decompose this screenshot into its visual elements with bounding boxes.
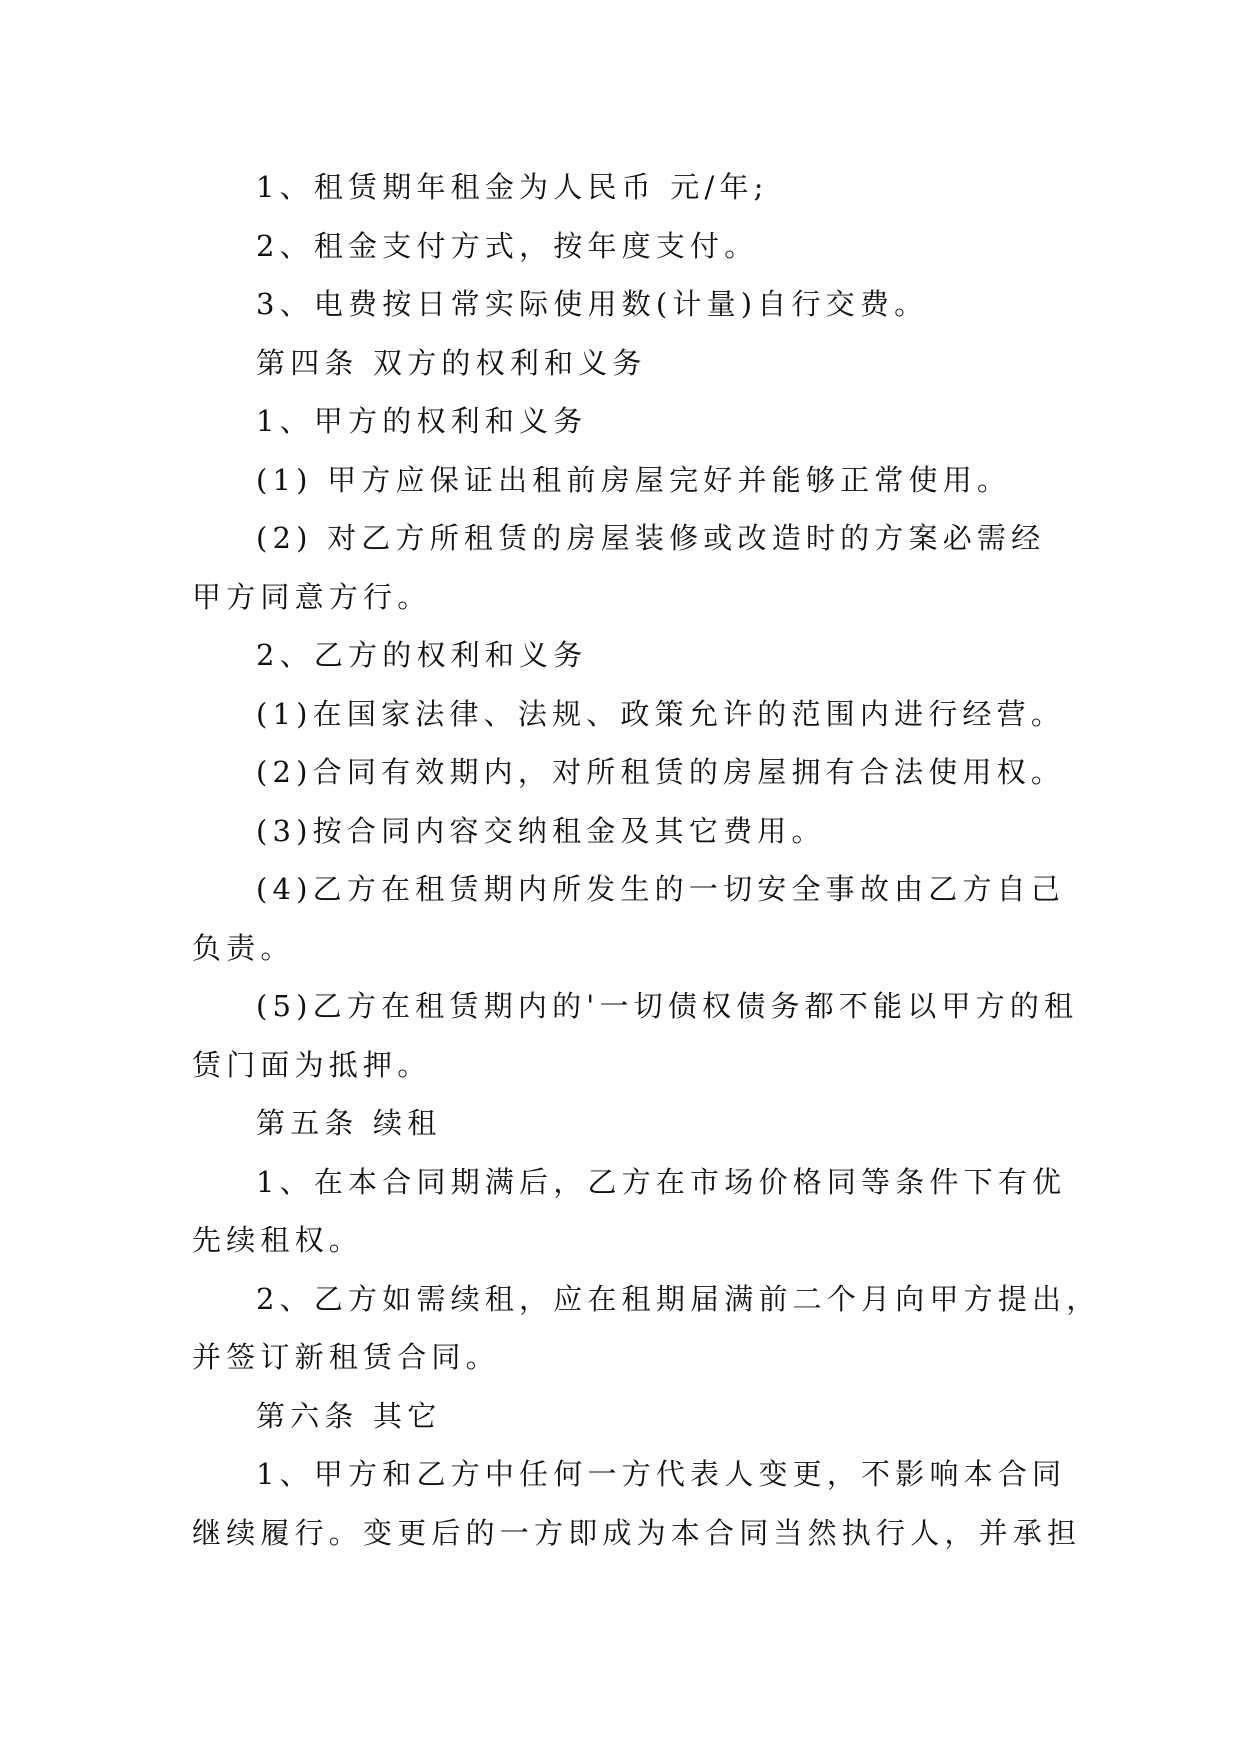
document-line: 甲方同意方行。 (192, 579, 432, 614)
document-line: 1、在本合同期满后，乙方在市场价格同等条件下有优 (256, 1164, 1067, 1199)
document-line: (1) 甲方应保证出租前房屋完好并能够正常使用。 (256, 462, 1012, 497)
document-line: 1、甲方的权利和义务 (256, 404, 588, 438)
document-line: 第六条 其它 (256, 1398, 442, 1433)
document-line: (4)乙方在租赁期内所发生的一切安全事故由乙方自己 (256, 872, 1066, 906)
document-line: 1、甲方和乙方中任何一方代表人变更，不影响本合同 (256, 1457, 1067, 1491)
document-line: 继续履行。变更后的一方即成为本合同当然执行人，并承担 (192, 1515, 1082, 1550)
document-line: (5)乙方在租赁期内的'一切债权债务都不能以甲方的租 (256, 989, 1079, 1023)
document-body (192, 158, 1101, 1562)
document-line: (3)按合同内容交纳租金及其它费用。 (256, 813, 826, 848)
document-line: 先续租权。 (192, 1223, 364, 1257)
document-line: 1、租赁期年租金为人民币 元/年; (256, 170, 769, 204)
document-line: 并签订新租赁合同。 (192, 1340, 500, 1374)
document-line: 2、乙方的权利和义务 (256, 638, 588, 672)
document-line: 负责。 (192, 930, 295, 965)
document-line: 第四条 双方的权利和义务 (256, 345, 647, 380)
document-line: (1)在国家法律、法规、政策允许的范围内进行经营。 (256, 696, 1066, 731)
document-line: 2、租金支付方式，按年度支付。 (256, 228, 759, 263)
document-line: 赁门面为抵押。 (192, 1047, 432, 1082)
document-line: 第五条 续租 (256, 1106, 442, 1140)
document-line: (2)合同有效期内，对所租赁的房屋拥有合法使用权。 (256, 755, 1066, 789)
document-line: 3、电费按日常实际使用数(计量)自行交费。 (256, 287, 929, 321)
document-line: 2、乙方如需续租，应在租期届满前二个月向甲方提出， (256, 1281, 1101, 1316)
document-line: (2) 对乙方所租赁的房屋装修或改造时的方案必需经 (256, 521, 1046, 555)
